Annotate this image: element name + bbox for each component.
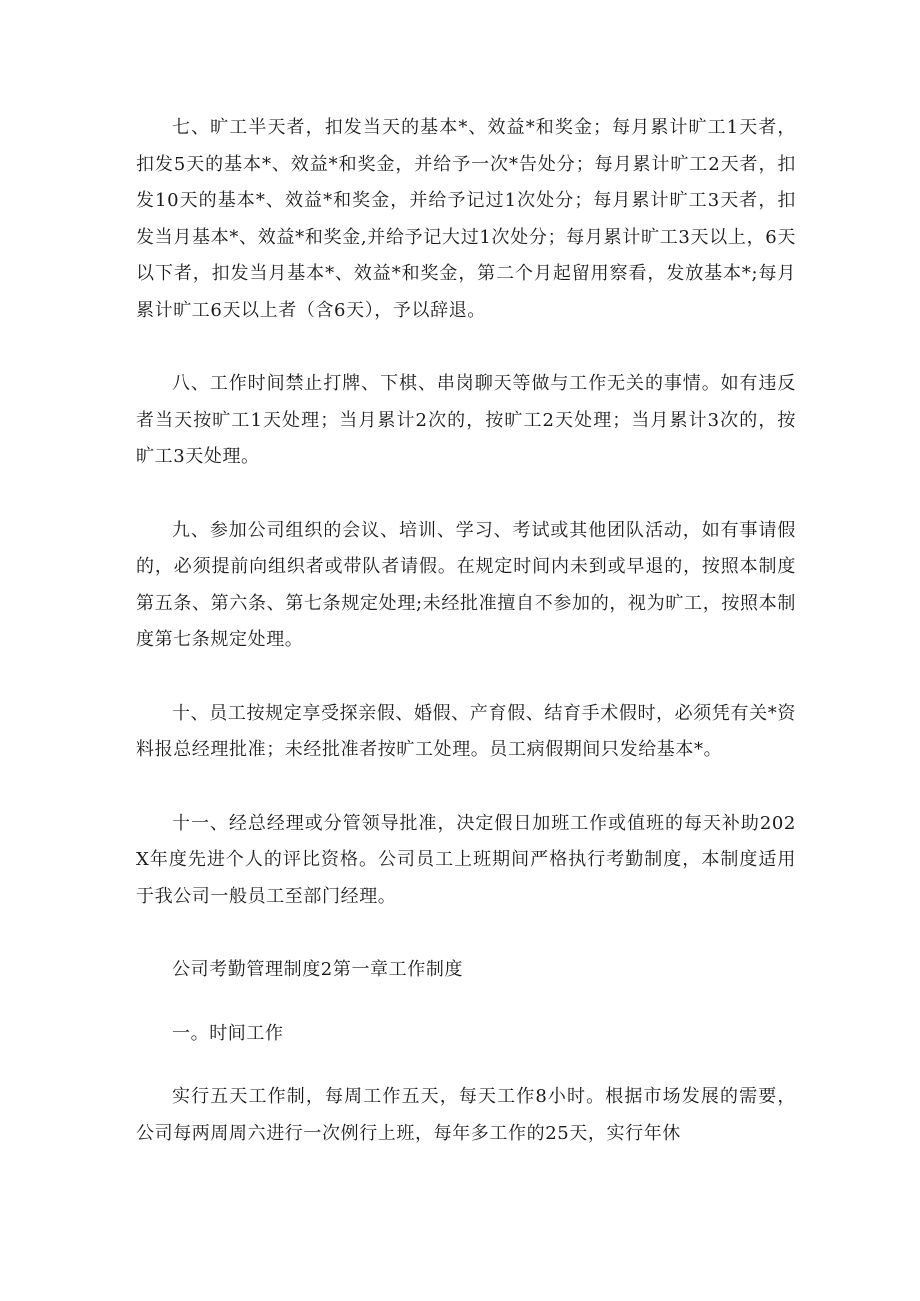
- paragraph-article-11: 十一、经总经理或分管领导批准，决定假日加班工作或值班的每天补助202X年度先进个人的评比资格。公司员工上班期间严格执行考勤制度，本制度适用于我公司一般员工至部门经理。: [136, 812, 796, 907]
- document-body: [136, 110, 796, 1189]
- paragraph-article-7: 七、旷工半天者，扣发当天的基本*、效益*和奖金；每月累计旷工1天者，扣发5天的基本*、效益*和奖金，并给予一次*告处分；每月累计旷工2天者，扣发10天的基本*、效益*和奖金，并给予记过1次处分；每月累计旷工3天者，扣发当月基本*、效益*和奖金,并给予记大过1次处分；每月累计旷工3天以上，6天以下者，扣发当月基本*、效益*和奖金，第二个月起留用察看，发放基本*;每月累计旷工6天以上者（含6天），予以辞退。: [136, 117, 796, 321]
- subsection-heading-work-time: 一。时间工作: [172, 1022, 284, 1044]
- section-heading-chapter-1: 公司考勤管理制度2第一章工作制度: [172, 959, 464, 980]
- paragraph-article-10: 十、员工按规定享受探亲假、婚假、产育假、结育手术假时，必须凭有关*资料报总经理批准；未经批准者按旷工处理。员工病假期间只发给基本*。: [136, 702, 796, 760]
- paragraph-article-9: 九、参加公司组织的会议、培训、学习、考试或其他团队活动，如有事请假的，必须提前向组织者或带队者请假。在规定时间内未到或早退的，按照本制度第五条、第六条、第七条规定处理;未经批准擅自不参加的，视为旷工，按照本制度第七条规定处理。: [136, 519, 796, 650]
- paragraph-work-schedule: 实行五天工作制，每周工作五天，每天工作8小时。根据市场发展的需要，公司每两周周六进行一次例行上班，每年多工作的25天，实行年休: [136, 1086, 796, 1144]
- paragraph-article-8: 八、工作时间禁止打牌、下棋、串岗聊天等做与工作无关的事情。如有违反者当天按旷工1天处理；当月累计2次的，按旷工2天处理；当月累计3次的，按旷工3天处理。: [136, 373, 796, 467]
